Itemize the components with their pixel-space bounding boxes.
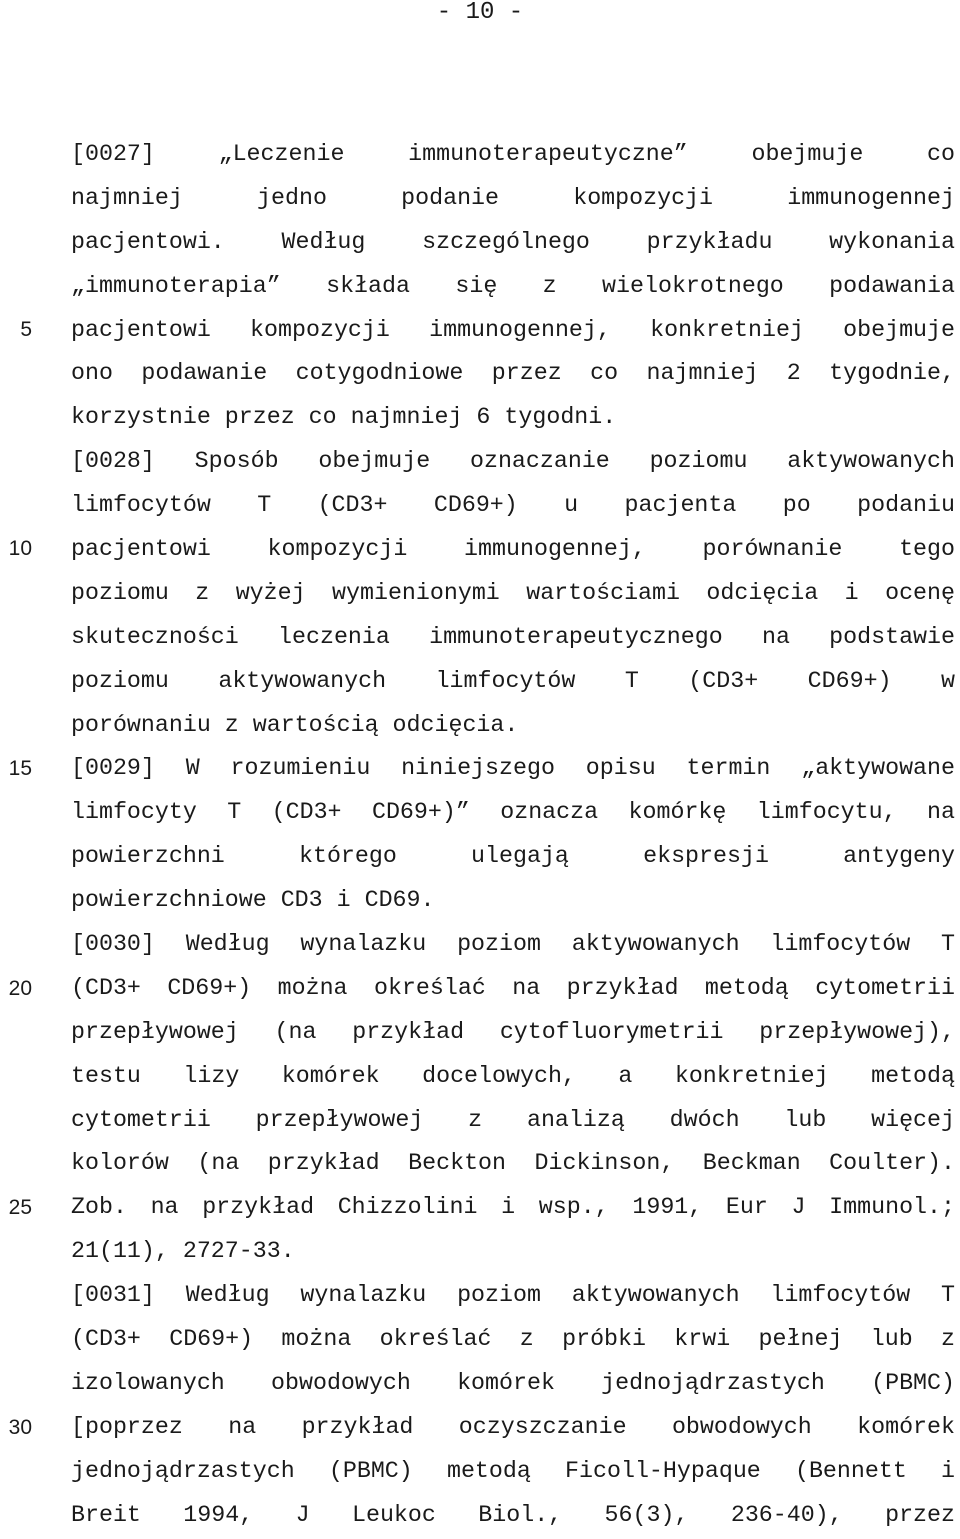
text-line: powierzchni którego ulegają ekspresji antygeny [71,843,955,870]
text-line: Breit 1994, J Leukoc Biol., 56(3), 236-40), przez [71,1501,955,1528]
page-number: - 10 - [436,0,524,26]
line-number-10: 10 [8,537,32,560]
text-line: „immunoterapia” składa się z wielokrotnego podawania [71,272,955,299]
text-line: Zob. na przykład Chizzolini i wsp., 1991, Eur J Immunol.; [71,1194,955,1221]
text-line: testu lizy komórek docelowych, a konkretniej metodą [71,1062,955,1089]
text-line: [0030] Według wynalazku poziom aktywowanych limfocytów T [71,931,955,958]
text-line: pacjentowi. Według szczególnego przykładu wykonania [71,228,955,255]
line-number-5: 5 [20,318,32,341]
text-line: kolorów (na przykład Beckton Dickinson, Beckman Coulter). [71,1150,955,1177]
text-line: limfocyty T (CD3+ CD69+)” oznacza komórkę limfocytu, na [71,799,955,826]
line-number-30: 30 [8,1416,32,1439]
text-line: [0029] W rozumieniu niniejszego opisu termin „aktywowane [71,755,955,782]
text-line: (CD3+ CD69+) można określać z próbki krwi pełnej lub z [71,1326,955,1353]
document-body [71,134,955,1539]
text-line: cytometrii przepływowej z analizą dwóch lub więcej [71,1106,955,1133]
text-line: [poprzez na przykład oczyszczanie obwodowych komórek [71,1413,955,1440]
text-line: 21(11), 2727-33. [71,1238,295,1265]
text-line: ono podawanie cotygodniowe przez co najmniej 2 tygodnie, [71,360,955,387]
text-line: pacjentowi kompozycji immunogennej, porównanie tego [71,536,955,563]
text-line: [0028] Sposób obejmuje oznaczanie poziomu aktywowanych [71,448,955,475]
text-line: [0031] Według wynalazku poziom aktywowanych limfocytów T [71,1282,955,1309]
text-line: izolowanych obwodowych komórek jednojądrzastych (PBMC) [71,1369,955,1396]
text-line: jednojądrzastych (PBMC) metodą Ficoll-Hypaque (Bennett i [71,1457,955,1484]
text-line: poziomu z wyżej wymienionymi wartościami odcięcia i ocenę [71,579,955,606]
text-line: porównaniu z wartością odcięcia. [71,711,519,738]
text-line: najmniej jedno podanie kompozycji immunogennej [71,184,955,211]
text-line: (CD3+ CD69+) można określać na przykład metodą cytometrii [71,974,955,1001]
text-line: przepływowej (na przykład cytofluorymetrii przepływowej), [71,1018,955,1045]
text-line: pacjentowi kompozycji immunogennej, konkretniej obejmuje [71,316,955,343]
line-number-25: 25 [8,1196,32,1219]
line-number-20: 20 [8,977,32,1000]
text-line: powierzchniowe CD3 i CD69. [71,887,435,914]
line-number-15: 15 [8,757,32,780]
text-line: korzystnie przez co najmniej 6 tygodni. [71,404,617,431]
text-line: poziomu aktywowanych limfocytów T (CD3+ CD69+) w [71,667,955,694]
text-line: limfocytów T (CD3+ CD69+) u pacjenta po podaniu [71,492,955,519]
text-line: [0027] „Leczenie immunoterapeutyczne” obejmuje co [71,141,955,167]
text-line: skuteczności leczenia immunoterapeutycznego na podstawie [71,623,955,650]
